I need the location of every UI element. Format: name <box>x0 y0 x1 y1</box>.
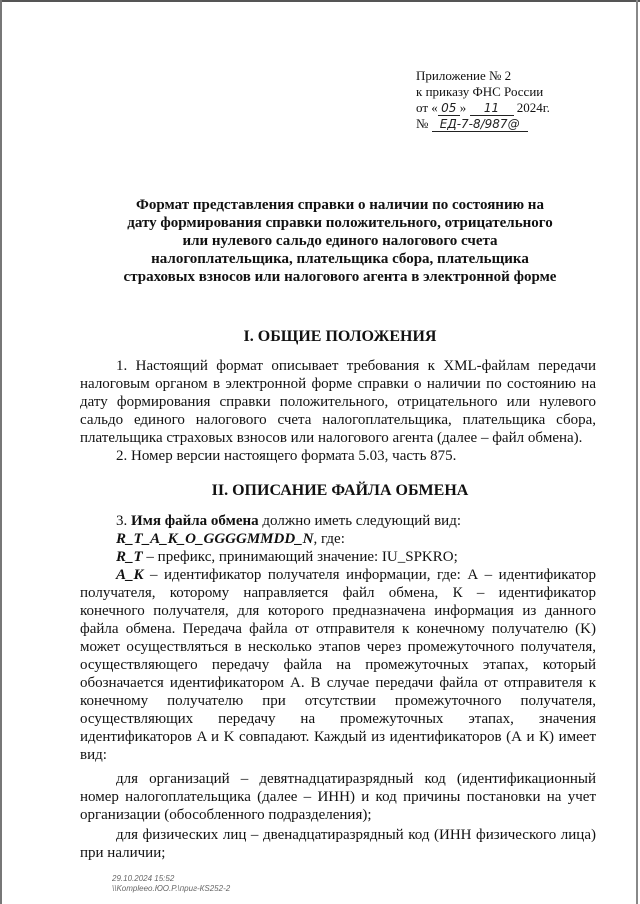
s1-p1-line-2: налоговым органом в электронной форме справки о наличии по состоянию на <box>80 376 596 392</box>
s2-filename-suffix: , где: <box>313 531 345 547</box>
s1-p2: 2. Номер версии настоящего формата 5.03, часть 875. <box>116 448 457 464</box>
s2-p3-rest: должно иметь следующий вид: <box>262 513 461 529</box>
s2-filename <box>116 530 345 548</box>
scan-edge-top <box>0 0 640 2</box>
s2-ak-line-2: конечного получателя, для которого предназначена информация из данного <box>80 603 596 619</box>
s2-ak-line-8: осуществляющих передачу на промежуточных этапах, значения <box>80 711 596 727</box>
annex-date <box>416 100 550 116</box>
s2-p3-num: 3. <box>116 513 128 529</box>
annex-number-value: ЕД-7-8/987@ <box>432 117 528 132</box>
s2-org-line-2: номер налогоплательщика (далее – ИНН) и код причины постановки на учет <box>80 789 596 805</box>
s2-ak-line-5: осуществляющего передачу файла на промежуточных этапах, который <box>80 657 596 673</box>
title-line-5: страховых взносов или налогового агента в электронной форме <box>123 269 557 285</box>
section-1-heading: I. ОБЩИЕ ПОЛОЖЕНИЯ <box>243 328 437 345</box>
s2-ak-line-10: вид: <box>80 747 107 763</box>
s2-phys-line-2: при наличии; <box>80 845 166 861</box>
s2-rt <box>116 548 458 566</box>
footer-timestamp: 29.10.2024 15:52 <box>112 874 175 883</box>
section-2-heading: II. ОПИСАНИЕ ФАЙЛА ОБМЕНА <box>211 482 469 499</box>
annex-date-prefix: от « <box>416 100 438 115</box>
annex-date-month: 11 <box>470 101 514 116</box>
s2-ak-line-1: получателя, которому направляется файл обмена, К – идентификатор <box>80 585 596 601</box>
s1-p1-line-1: 1. Настоящий формат описывает требования к XML-файлам передачи <box>116 358 596 374</box>
s2-ak <box>116 566 596 584</box>
annex-date-day: 05 <box>438 101 460 116</box>
s2-p3 <box>116 512 461 530</box>
title-line-2: дату формирования справки положительного, отрицательного <box>127 215 553 231</box>
s1-p1-line-3: дату формирования справки положительного, отрицательного или нулевого <box>80 394 596 410</box>
s2-ak-bold: A_K <box>116 567 144 583</box>
s2-ak-line-4: может осуществляться в несколько этапов через промежуточного получателя, <box>80 639 596 655</box>
title-line-1: Формат представления справки о наличии по состоянию на <box>136 197 544 213</box>
s2-phys-line-1: для физических лиц – двенадцатиразрядный код (ИНН физического лица) <box>116 827 596 843</box>
scan-edge-right <box>636 0 638 904</box>
annex-date-year: 2024г. <box>516 100 550 115</box>
title-line-4: налогоплательщика, плательщика сбора, плательщика <box>151 251 529 267</box>
footer-path: \\Kompleeo.ЮО.Р.\приг-КS252-2 <box>112 884 231 893</box>
s1-p1-line-4: сальдо единого налогового счета налогоплательщика, плательщика сбора, <box>80 412 596 428</box>
s1-p1-line-5: плательщика страховых взносов или налогового агента (далее – файл обмена). <box>80 430 583 446</box>
s2-ak-line-7: конечному получателю при отсутствии промежуточного получателя, <box>80 693 596 709</box>
annex-line-2: к приказу ФНС России <box>416 84 544 99</box>
s2-p3-bold: Имя файла обмена <box>131 513 259 529</box>
s2-ak-line-3: файла обмена. Передача файла от отправителя к конечному получателю (K) <box>80 621 596 637</box>
scan-edge-left <box>0 0 2 904</box>
s2-rt-bold: R_T <box>116 549 143 565</box>
annex-number-prefix: № <box>416 116 429 131</box>
title-line-3: или нулевого сальдо единого налогового счета <box>182 233 498 249</box>
s2-org-line-3: организации (обособленного подразделения); <box>80 807 372 823</box>
s2-ak-line-6: обозначается идентификатором A. В случае передачи файла от отправителя к <box>80 675 596 691</box>
s2-ak-line-9: идентификаторов A и K совпадают. Каждый из идентификаторов (А и К) имеет <box>80 729 596 745</box>
annex-line-1: Приложение № 2 <box>416 68 512 83</box>
annex-date-mid: » <box>459 100 467 115</box>
s2-ak-rest: – идентификатор получателя информации, где: А – идентификатор <box>143 567 596 583</box>
s2-rt-rest: – префикс, принимающий значение: IU_SPKRO; <box>142 549 458 565</box>
s2-filename-pattern: R_T_A_K_O_GGGGMMDD_N <box>116 531 314 547</box>
s2-org-line-1: для организаций – девятнадцатиразрядный код (идентификационный <box>116 771 596 787</box>
annex-number <box>416 116 528 132</box>
